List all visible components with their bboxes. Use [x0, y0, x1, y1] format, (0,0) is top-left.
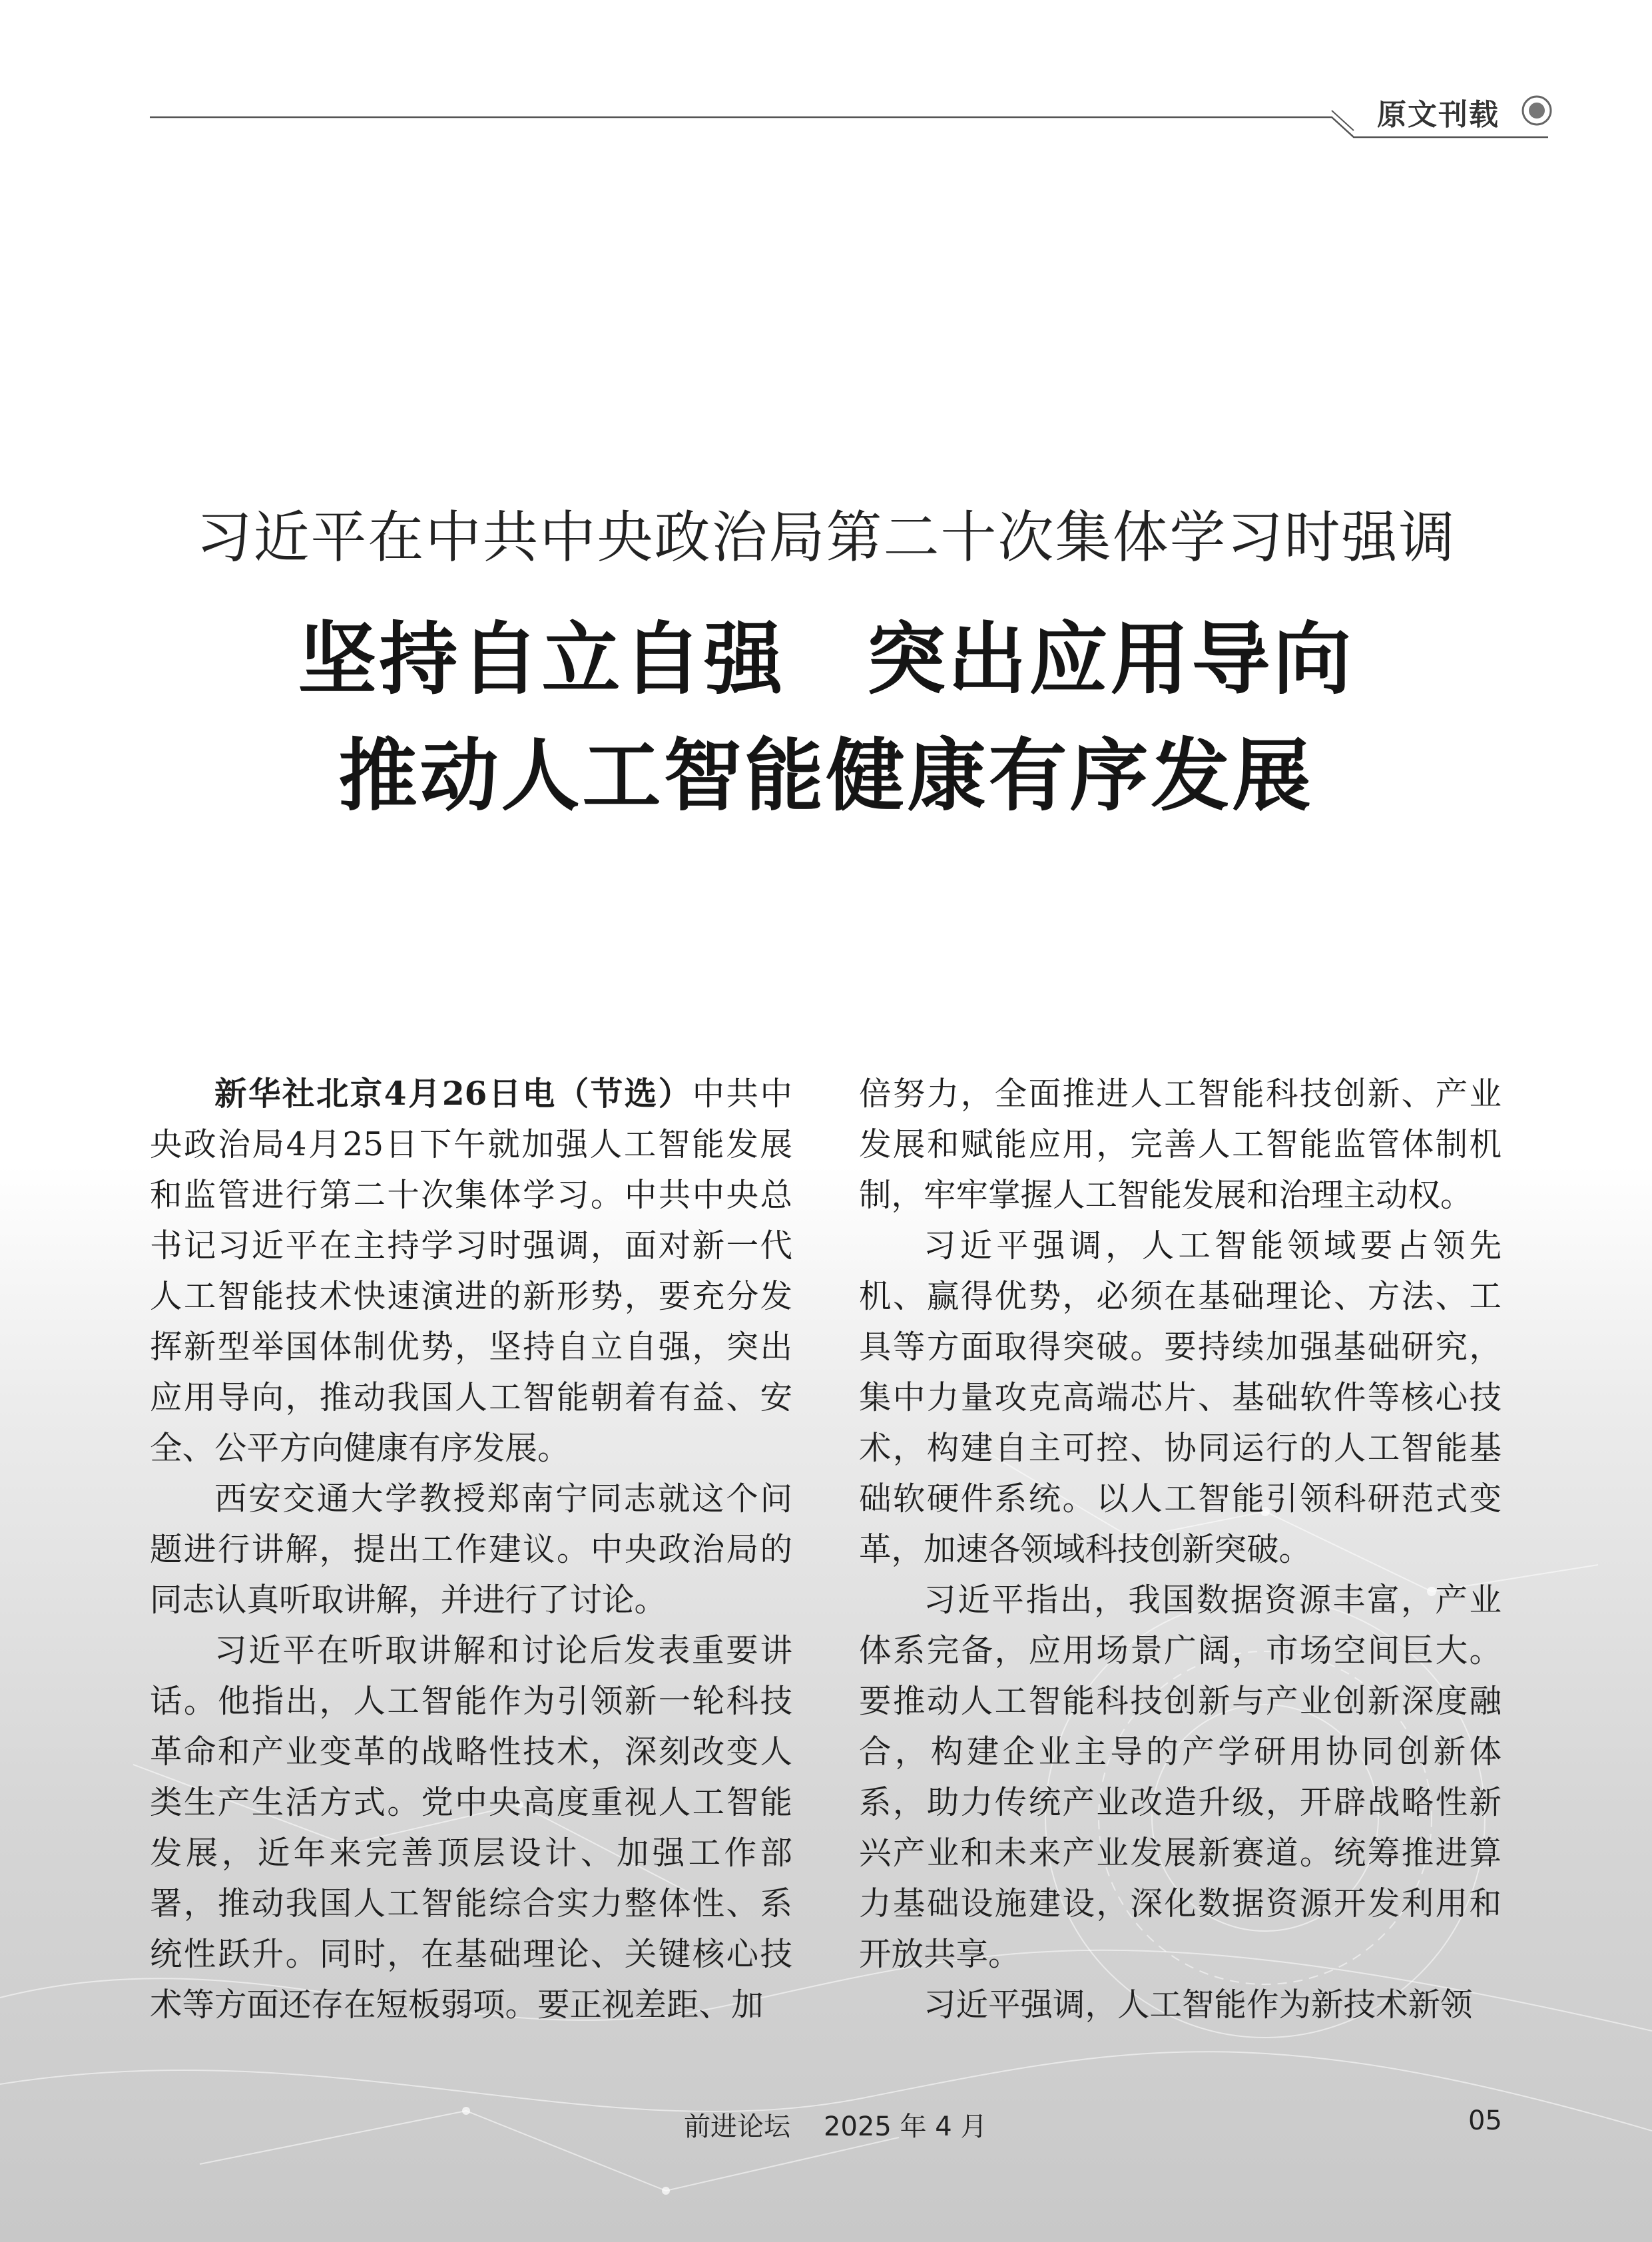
article-title-line-1: 坚持自立自强 突出应用导向	[298, 613, 1354, 705]
paragraph: 习近平在听取讲解和讨论后发表重要讲话。他指出，人工智能作为引领新一轮科技革命和产业变革的战略性技术，深刻改变人类生产生活方式。党中央高度重视人工智能发展，近年来完善顶层设计、加强工作部署，推动我国人工智能综合实力整体性、系统性跃升。同时，在基础理论、关键核心技术等方面还存在短板弱项。要正视差距、加	[150, 1632, 792, 2024]
paragraph	[150, 1069, 792, 1474]
paragraph-text: 中共中央政治局4月25日下午就加强人工智能发展和监管进行第二十次集体学习。中共中央总书记习近平在主持学习时强调，面对新一代人工智能技术快速演进的新形势，要充分发挥新型举国体制优势，坚持自立自强，突出应用导向，推动我国人工智能朝着有益、安全、公平方向健康有序发展。	[150, 1075, 792, 1467]
footer-date: 2025 年 4 月	[824, 2111, 987, 2142]
article-pretitle: 习近平在中共中央政治局第二十次集体学习时强调	[196, 505, 1456, 570]
body-column-left	[150, 1069, 792, 2030]
footer-publication: 前进论坛	[684, 2111, 790, 2142]
circle-target-icon	[1519, 93, 1554, 128]
paragraph: 习近平强调，人工智能作为新技术新领	[924, 1986, 1473, 2024]
article-title-line-2: 推动人工智能健康有序发展	[338, 730, 1314, 822]
paragraph: 西安交通大学教授郑南宁同志就这个问题进行讲解，提出工作建议。中央政治局的同志认真听取讲解，并进行了讨论。	[150, 1480, 792, 1619]
dateline: 新华社北京4月26日电（节选）	[214, 1075, 692, 1113]
paragraph: 习近平指出，我国数据资源丰富，产业体系完备，应用场景广阔，市场空间巨大。要推动人工智能科技创新与产业创新深度融合，构建企业主导的产学研用协同创新体系，助力传统产业改造升级，开辟战略性新兴产业和未来产业发展新赛道。统筹推进算力基础设施建设，深化数据资源开发利用和开放共享。	[859, 1581, 1502, 1973]
section-label: 原文刊载	[1377, 98, 1500, 132]
header-rule	[150, 0, 1548, 153]
page-number: 05	[1468, 2105, 1502, 2136]
body-column-right	[859, 1069, 1502, 2030]
paragraph-continued: 倍努力，全面推进人工智能科技创新、产业发展和赋能应用，完善人工智能监管体制机制，牢牢掌握人工智能发展和治理主动权。	[859, 1075, 1502, 1214]
paragraph: 习近平强调，人工智能领域要占领先机、赢得优势，必须在基础理论、方法、工具等方面取得突破。要持续加强基础研究，集中力量攻克高端芯片、基础软件等核心技术，构建自主可控、协同运行的人工智能基础软硬件系统。以人工智能引领科研范式变革，加速各领域科技创新突破。	[859, 1227, 1502, 1568]
